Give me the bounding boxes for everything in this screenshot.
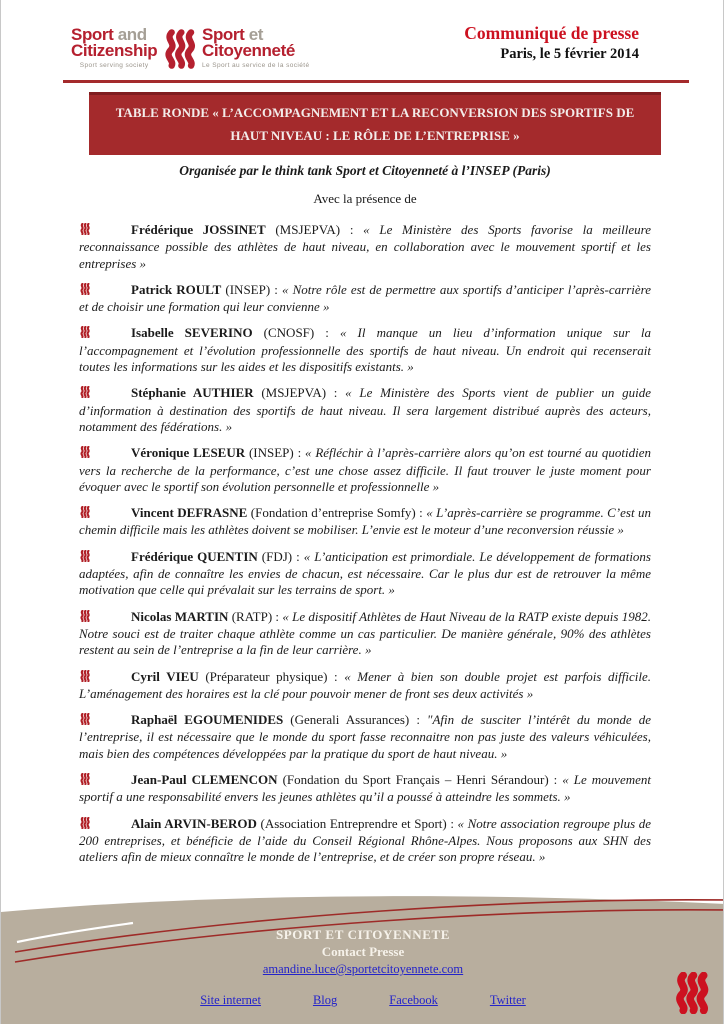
speaker-org: (Fondation d’entreprise Somfy) : <box>247 505 427 521</box>
header-right <box>464 22 639 64</box>
contact-email-link[interactable]: amandine.luce@sportetcitoyennete.com <box>262 962 464 976</box>
logo-fr-word2: Citoyenneté <box>202 41 295 60</box>
organizer-subtitle: Organisée par le think tank Sport et Citoyenneté à l’INSEP (Paris) <box>179 163 551 178</box>
speaker-org: (Generali Assurances) : <box>283 712 427 728</box>
speaker-item <box>79 609 651 659</box>
speaker-name: Stéphanie AUTHIER <box>131 385 254 401</box>
sss-bullet-icon <box>79 386 131 402</box>
sss-bullet-icon <box>79 326 131 342</box>
logo-en-word1-suffix: and <box>117 25 147 44</box>
speakers-list <box>79 222 651 876</box>
footer-link-blog[interactable]: Blog <box>312 993 338 1007</box>
speaker-item <box>79 325 651 375</box>
footer-link-twitter[interactable]: Twitter <box>489 993 526 1007</box>
speaker-item <box>79 816 651 866</box>
logo-en-word2: Citizenship <box>71 41 158 60</box>
footer-link-facebook[interactable]: Facebook <box>389 993 438 1007</box>
speaker-org: (MSJEPVA) : <box>265 222 364 237</box>
speaker-quote: « Notre association regroupe plus de 200 entreprises, et bénéficie de l’aide du Conseil Régional Rhône-Alpes. Nous proposons aux SHN des ateliers afin de mieux connaître le monde de l’entreprise, et de créer son propre réseau. » <box>79 815 651 865</box>
logo-sport-and-citizenship <box>71 27 157 69</box>
header <box>1 0 723 80</box>
speaker-quote: « Notre rôle est de permettre aux sportifs d’anticiper l’après-carrière et de choisir une formation qui leur convienne » <box>79 281 651 315</box>
speaker-name: Alain ARVIN-BEROD <box>131 815 257 831</box>
speaker-item <box>79 772 651 806</box>
sss-bullet-icon <box>79 670 131 686</box>
speaker-quote: « Il manque un lieu d’information unique sur la l’accompagnement et l’évolution professionnelle des sportifs de haut niveau. Un endroit qui recenserait toutes les informations sur les aides et les dispositifs existants. » <box>79 325 651 375</box>
footer <box>1 890 724 1024</box>
speaker-name: Jean-Paul CLEMENCON <box>131 772 278 788</box>
sss-logo-icon <box>162 29 198 74</box>
speaker-quote: « L’anticipation est primordiale. Le développement de formations adaptées, afin de connaître les envies de chacun, est nécessaire. Car le plus dur est de retrouver la même motivation que celle qui prévalait sur les terrains de sport. » <box>79 548 651 598</box>
logo-en-word1: Sport <box>71 25 114 44</box>
sss-bullet-icon <box>79 713 131 729</box>
speaker-item <box>79 669 651 703</box>
logo-fr-word1-suffix: et <box>248 25 264 44</box>
sss-bullet-icon <box>79 773 131 789</box>
speaker-name: Patrick ROULT <box>131 281 222 297</box>
speaker-item <box>79 445 651 495</box>
title-line-2: HAUT NIVEAU : LE RÔLE DE L’ENTREPRISE » <box>230 128 520 143</box>
footer-content <box>1 890 724 1008</box>
logo-fr-wordmark <box>202 27 310 59</box>
speaker-org: (INSEP) : <box>221 281 282 297</box>
title-line-1: TABLE RONDE « L’ACCOMPAGNEMENT ET LA RECONVERSION DES SPORTIFS DE <box>115 105 635 120</box>
logo-en-tagline: Sport serving society <box>79 62 149 69</box>
presence-line: Avec la présence de <box>313 191 417 206</box>
speaker-org: (FDJ) : <box>257 548 304 564</box>
logo-en-wordmark <box>71 27 157 59</box>
speaker-org: (Préparateur physique) : <box>198 668 345 684</box>
logo-fr-tagline: Le Sport au service de la société <box>202 62 310 69</box>
sss-bullet-icon <box>79 817 131 833</box>
sss-bullet-icon <box>79 550 131 566</box>
speaker-quote: « Le dispositif Athlètes de Haut Niveau de la RATP existe depuis 1982. Notre souci est de traiter chaque athlète comme un cas particulier. De manière générale, 90% des athlètes restent au sein de l’entreprise a la fin de leur carrière. » <box>79 608 651 658</box>
speaker-name: Vincent DEFRASNE <box>131 505 248 521</box>
speaker-org: (MSJEPVA) : <box>253 385 346 401</box>
sss-bullet-icon <box>79 223 131 239</box>
speaker-name: Raphaël EGOUMENIDES <box>131 712 284 728</box>
speaker-name: Frédérique QUENTIN <box>131 548 258 564</box>
sss-bullet-icon <box>79 506 131 522</box>
speaker-item <box>79 549 651 599</box>
speaker-quote: « Le mouvement sportif a une responsabilité envers les jeunes athlètes qu’il a poussé à atteindre les sommets. » <box>79 772 651 805</box>
speaker-item <box>79 505 651 539</box>
logo-fr-word1: Sport <box>202 25 245 44</box>
header-divider <box>63 80 689 83</box>
speaker-org: (RATP) : <box>228 608 283 624</box>
press-release-kicker: Communiqué de presse <box>464 23 639 43</box>
speaker-quote: « Le Ministère des Sports favorise la meilleure reconnaissance possible des athlètes de haut niveau, en collaboration avec le mouvement sportif et les entreprises » <box>79 222 651 271</box>
speaker-quote: « L’après-carrière se programme. C’est un chemin difficile mais les athlètes doivent se mobiliser. L’envie est le moteur d’une reconversion réussie » <box>79 505 651 538</box>
speaker-org: (INSEP) : <box>245 445 306 461</box>
speaker-org: (Association Entreprendre et Sport) : <box>256 815 458 831</box>
sss-bullet-icon <box>79 610 131 626</box>
speaker-item <box>79 282 651 316</box>
speaker-name: Véronique LESEUR <box>131 445 246 461</box>
footer-org-name: SPORT ET CITOYENNETE <box>275 927 451 942</box>
speaker-quote: « Réfléchir à l’après-carrière alors qu’on est tourné au quotidien vers la recherche de la performance, c’est une chose assez difficile. Il faut trouver le juste moment pour évoquer avec le sportif son évolution personnelle et professionnelle » <box>79 445 651 494</box>
footer-link-site-internet[interactable]: Site internet <box>200 993 261 1007</box>
speaker-quote: « Mener à bien son double projet est parfois difficile. L’aménagement des horaires est la clé pour pouvoir mener de front ses deux activités » <box>79 668 652 701</box>
footer-links <box>1 993 724 1008</box>
footer-contact-label: Contact Presse <box>321 944 405 959</box>
speaker-name: Frédérique JOSSINET <box>131 222 266 237</box>
footer-sss-logo-icon <box>673 972 711 1019</box>
speaker-quote: "Afin de susciter l’intérêt du monde de l’entreprise, il est nécessaire que le monde du sport fasse reconnaitre non pas juste des valeurs véhiculées, mais bien des compétences développées par la pratique du sport de haut niveau. » <box>79 712 651 761</box>
sss-bullet-icon <box>79 283 131 299</box>
speaker-item <box>79 222 651 272</box>
speaker-item <box>79 385 651 435</box>
speaker-name: Cyril VIEU <box>131 668 199 684</box>
speaker-name: Nicolas MARTIN <box>131 608 229 624</box>
dateline: Paris, le 5 février 2014 <box>500 46 639 62</box>
speaker-item <box>79 712 651 762</box>
title-banner <box>89 92 661 155</box>
logo-sport-et-citoyennete <box>202 27 310 69</box>
speaker-org: (CNOSF) : <box>252 325 340 341</box>
speaker-quote: « Le Ministère des Sports vient de publier un guide d’information à destination des sportifs de haut niveau. Il sera largement distribué auprès des acteurs, notamment des fédérations. » <box>79 385 652 434</box>
speaker-org: (Fondation du Sport Français – Henri Sérandour) : <box>277 772 563 788</box>
speaker-name: Isabelle SEVERINO <box>131 325 253 341</box>
sss-bullet-icon <box>79 446 131 462</box>
